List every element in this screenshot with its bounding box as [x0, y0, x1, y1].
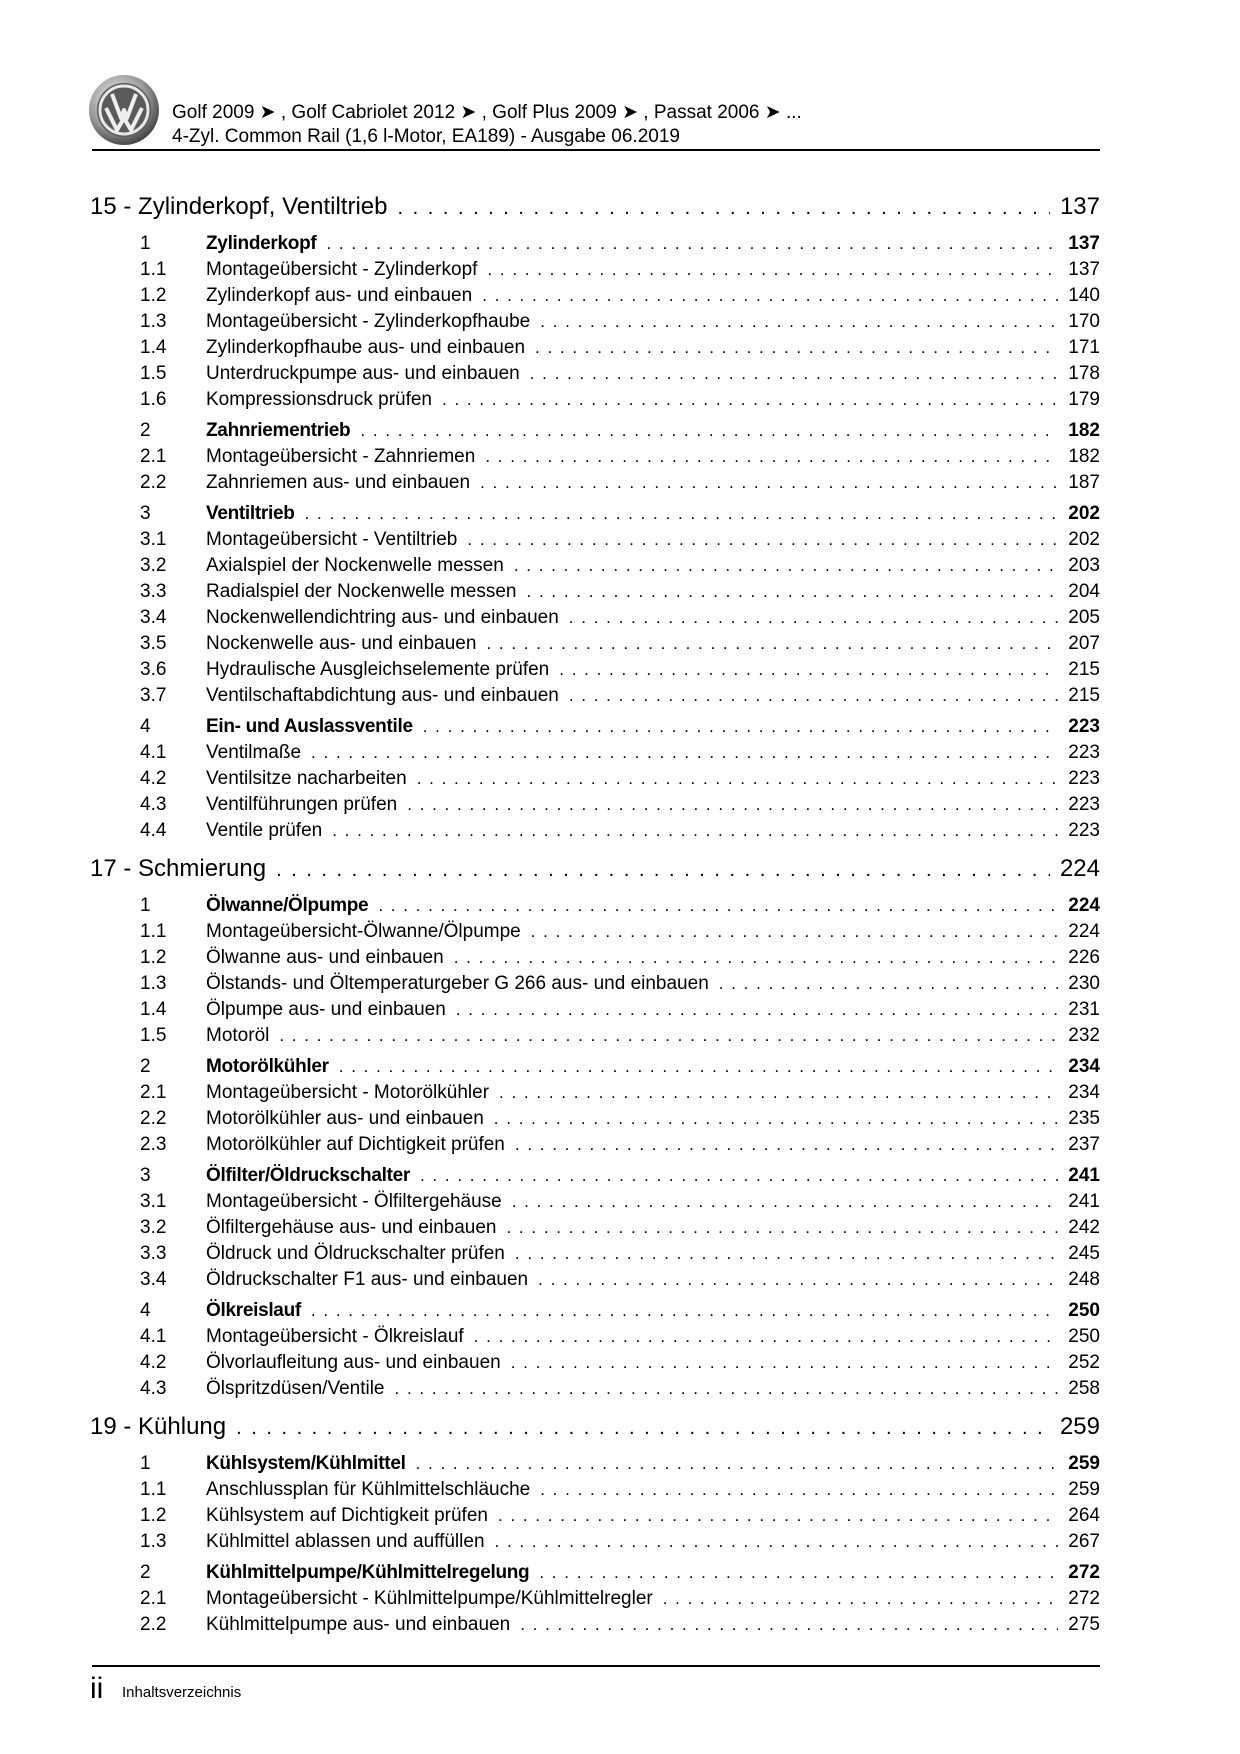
dot-leader	[456, 997, 1059, 1023]
toc-page-number: 258	[1068, 1378, 1100, 1399]
dot-leader	[236, 1409, 1050, 1447]
toc-page-number: 250	[1068, 1326, 1100, 1347]
toc-sub-entry[interactable]	[90, 971, 1100, 997]
toc-number: 1	[140, 895, 151, 916]
toc-page-number: 170	[1068, 311, 1100, 332]
toc-page-number: 250	[1068, 1300, 1100, 1321]
toc-number: 4.1	[140, 1326, 167, 1347]
dot-leader	[531, 919, 1059, 945]
toc-section-entry[interactable]	[90, 1298, 1100, 1324]
toc-sub-entry[interactable]	[90, 470, 1100, 496]
toc-number: 3	[140, 1165, 151, 1186]
toc-page-number: 178	[1068, 363, 1100, 384]
toc-number: 3.1	[140, 529, 167, 550]
toc-title: Motorölkühler aus- und einbauen	[206, 1108, 484, 1129]
toc-number: 3.6	[140, 659, 167, 680]
toc-section-entry[interactable]	[90, 501, 1100, 527]
toc-number: 3.5	[140, 633, 167, 654]
dot-leader	[417, 766, 1059, 792]
toc-title: Ölwanne aus- und einbauen	[206, 947, 444, 968]
toc-number: 2.2	[140, 1108, 167, 1129]
toc-number: 1.6	[140, 389, 167, 410]
toc-title: Montageübersicht - Ventiltrieb	[206, 529, 458, 550]
toc-number: 1.2	[140, 1505, 167, 1526]
toc-number: 4	[140, 716, 151, 737]
toc-number: 1.2	[140, 285, 167, 306]
toc-number: 2	[140, 1056, 151, 1077]
toc-title: Ventilmaße	[206, 742, 302, 763]
dot-leader	[520, 1612, 1058, 1638]
toc-number: 1.1	[140, 259, 167, 280]
header-vehicle-models: Golf 2009 ➤ , Golf Cabriolet 2012 ➤ , Golf Plus 2009 ➤ , Passat 2006 ➤ ...	[172, 102, 802, 123]
toc-number: 4.4	[140, 820, 167, 841]
toc-page-number: 226	[1068, 947, 1100, 968]
toc-number: 3.1	[140, 1191, 167, 1212]
toc-number: 3.2	[140, 555, 167, 576]
toc-number: 4.2	[140, 768, 167, 789]
toc-sub-entry[interactable]	[90, 1106, 1100, 1132]
toc-section-entry[interactable]	[90, 893, 1100, 919]
toc-sub-entry[interactable]	[90, 1241, 1100, 1267]
toc-title: Ventile prüfen	[206, 820, 323, 841]
toc-page-number: 205	[1068, 607, 1100, 628]
toc-page-number: 204	[1068, 581, 1100, 602]
toc-sub-entry[interactable]	[90, 257, 1100, 283]
toc-title: Montageübersicht - Ölfiltergehäuse	[206, 1191, 502, 1212]
dot-leader	[442, 387, 1058, 413]
toc-title: Zahnriemen aus- und einbauen	[206, 472, 471, 493]
dot-leader	[569, 683, 1058, 709]
dot-leader	[311, 1298, 1058, 1324]
dot-leader	[332, 818, 1058, 844]
toc-page-number: 171	[1068, 337, 1100, 358]
toc-number: 1.1	[140, 1479, 167, 1500]
toc-page-number: 224	[1068, 921, 1100, 942]
dot-leader	[538, 1267, 1058, 1293]
dot-leader	[512, 1189, 1059, 1215]
toc-title: Montageübersicht-Ölwanne/Ölpumpe	[206, 921, 521, 942]
toc-number: 1.5	[140, 363, 167, 384]
dot-leader	[339, 1054, 1059, 1080]
toc-page-number: 179	[1068, 389, 1100, 410]
toc-title: Ventilschaftabdichtung aus- und einbauen	[206, 685, 559, 706]
toc-title: Schmierung	[138, 855, 267, 882]
toc-number: 3.3	[140, 1243, 167, 1264]
toc-page-number: 137	[1068, 233, 1100, 254]
dot-leader	[482, 283, 1058, 309]
toc-number: 1	[140, 233, 151, 254]
toc-title: Motorölkühler auf Dichtigkeit prüfen	[206, 1134, 505, 1155]
toc-number: 1.4	[140, 999, 167, 1020]
toc-title: Montageübersicht - Motorölkühler	[206, 1082, 490, 1103]
toc-section-entry[interactable]	[90, 1560, 1100, 1586]
toc-number: 4.3	[140, 1378, 167, 1399]
toc-number: 3.4	[140, 607, 167, 628]
toc-title: Kompressionsdruck prüfen	[206, 389, 432, 410]
toc-sub-entry[interactable]	[90, 1477, 1100, 1503]
toc-title: Montageübersicht - Zylinderkopf	[206, 259, 478, 280]
toc-number: 3.4	[140, 1269, 167, 1290]
toc-title: Ölspritzdüsen/Ventile	[206, 1378, 385, 1399]
toc-page-number: 241	[1068, 1191, 1100, 1212]
dot-leader	[467, 527, 1058, 553]
dot-leader	[474, 1324, 1059, 1350]
toc-sub-entry[interactable]	[90, 1376, 1100, 1402]
toc-number: 2.2	[140, 472, 167, 493]
toc-title: Montageübersicht - Kühlmittelpumpe/Kühlmittelregler	[206, 1588, 653, 1609]
toc-number: 19 -	[90, 1413, 132, 1440]
toc-page-number: 137	[1068, 259, 1100, 280]
toc-title: Nockenwellendichtring aus- und einbauen	[206, 607, 559, 628]
toc-number: 4.2	[140, 1352, 167, 1373]
toc-sub-entry[interactable]	[90, 1503, 1100, 1529]
dot-leader	[398, 189, 1050, 227]
toc-page-number: 230	[1068, 973, 1100, 994]
toc-number: 1.3	[140, 1531, 167, 1552]
toc-page-number: 272	[1068, 1562, 1100, 1583]
dot-leader	[423, 714, 1059, 740]
toc-sub-entry[interactable]	[90, 657, 1100, 683]
toc-number: 17 -	[90, 855, 132, 882]
toc-page-number: 272	[1068, 1588, 1100, 1609]
toc-number: 3	[140, 503, 151, 524]
dot-leader	[499, 1080, 1058, 1106]
dot-leader	[378, 893, 1058, 919]
toc-title: Ölvorlaufleitung aus- und einbauen	[206, 1352, 501, 1373]
dot-leader	[454, 945, 1059, 971]
dot-leader	[495, 1529, 1059, 1555]
dot-leader	[539, 1560, 1058, 1586]
dot-leader	[395, 1376, 1059, 1402]
toc-title: Ölwanne/Ölpumpe	[206, 895, 369, 916]
toc-number: 4.1	[140, 742, 167, 763]
toc-page-number: 137	[1059, 193, 1100, 220]
toc-title: Radialspiel der Nockenwelle messen	[206, 581, 517, 602]
toc-sub-entry[interactable]	[90, 361, 1100, 387]
dot-leader	[487, 257, 1058, 283]
toc-sub-entry[interactable]	[90, 818, 1100, 844]
toc-section-entry[interactable]	[90, 1054, 1100, 1080]
toc-title: Montageübersicht - Zahnriemen	[206, 446, 476, 467]
toc-sub-entry[interactable]	[90, 444, 1100, 470]
toc-page-number: 223	[1068, 794, 1100, 815]
dot-leader	[514, 553, 1058, 579]
toc-sub-entry[interactable]	[90, 945, 1100, 971]
toc-sub-entry[interactable]	[90, 1215, 1100, 1241]
toc-sub-entry[interactable]	[90, 1023, 1100, 1049]
toc-sub-entry[interactable]	[90, 309, 1100, 335]
dot-leader	[569, 605, 1059, 631]
toc-chapter-entry[interactable]	[90, 188, 1100, 226]
header-rule	[92, 149, 1100, 151]
toc-title: Montageübersicht - Zylinderkopfhaube	[206, 311, 531, 332]
toc-page-number: 224	[1059, 855, 1100, 882]
toc-title: Ölpumpe aus- und einbauen	[206, 999, 446, 1020]
toc-title: Motoröl	[206, 1025, 270, 1046]
dot-leader	[486, 631, 1058, 657]
toc-title: Ölfilter/Öldruckschalter	[206, 1165, 410, 1186]
toc-number: 1.4	[140, 337, 167, 358]
toc-title: Öldruck und Öldruckschalter prüfen	[206, 1243, 505, 1264]
toc-page-number: 231	[1068, 999, 1100, 1020]
toc-title: Montageübersicht - Ölkreislauf	[206, 1326, 464, 1347]
toc-number: 2.2	[140, 1614, 167, 1635]
toc-sub-entry[interactable]	[90, 605, 1100, 631]
toc-title: Motorölkühler	[206, 1056, 329, 1077]
toc-title: Zylinderkopf	[206, 233, 317, 254]
dot-leader	[494, 1106, 1059, 1132]
toc-number: 2.3	[140, 1134, 167, 1155]
toc-page-number: 223	[1068, 742, 1100, 763]
toc-page-number: 235	[1068, 1108, 1100, 1129]
toc-page-number: 215	[1068, 659, 1100, 680]
toc-sub-entry[interactable]	[90, 740, 1100, 766]
toc-section-entry[interactable]	[90, 1163, 1100, 1189]
dot-leader	[305, 501, 1059, 527]
toc-number: 2.1	[140, 446, 167, 467]
toc-sub-entry[interactable]	[90, 387, 1100, 413]
toc-number: 1.3	[140, 311, 167, 332]
dot-leader	[535, 335, 1058, 361]
toc-number: 3.3	[140, 581, 167, 602]
dot-leader	[540, 1477, 1058, 1503]
dot-leader	[360, 418, 1058, 444]
toc-title: Zahnriementrieb	[206, 420, 351, 441]
toc-page-number: 223	[1068, 820, 1100, 841]
toc-title: Ein- und Auslassventile	[206, 716, 413, 737]
toc-page-number: 203	[1068, 555, 1100, 576]
toc-sub-entry[interactable]	[90, 335, 1100, 361]
toc-title: Axialspiel der Nockenwelle messen	[206, 555, 504, 576]
toc-sub-entry[interactable]	[90, 1324, 1100, 1350]
dot-leader	[719, 971, 1059, 997]
toc-number: 1	[140, 1453, 151, 1474]
toc-title: Zylinderkopf aus- und einbauen	[206, 285, 473, 306]
toc-sub-entry[interactable]	[90, 1529, 1100, 1555]
toc-chapter-title	[90, 850, 266, 888]
toc-page-number: 182	[1068, 446, 1100, 467]
toc-title: Zylinderkopf, Ventiltrieb	[138, 193, 388, 220]
toc-section-entry[interactable]	[90, 231, 1100, 257]
dot-leader	[506, 1215, 1058, 1241]
toc-sub-entry[interactable]	[90, 997, 1100, 1023]
toc-title: Kühlsystem auf Dichtigkeit prüfen	[206, 1505, 488, 1526]
toc-title: Ölkreislauf	[206, 1300, 301, 1321]
toc-number: 1.1	[140, 921, 167, 942]
toc-number: 2.1	[140, 1588, 167, 1609]
footer-rule	[92, 1665, 1100, 1667]
toc-page-number: 182	[1068, 420, 1100, 441]
toc-number: 1.2	[140, 947, 167, 968]
toc-title: Ölfiltergehäuse aus- und einbauen	[206, 1217, 497, 1238]
toc-page-number: 234	[1068, 1082, 1100, 1103]
toc-number: 1.5	[140, 1025, 167, 1046]
toc-page-number: 248	[1068, 1269, 1100, 1290]
toc-page-number: 215	[1068, 685, 1100, 706]
toc-page-number: 267	[1068, 1531, 1100, 1552]
toc-sub-entry[interactable]	[90, 1350, 1100, 1376]
toc-number: 2	[140, 420, 151, 441]
toc-sub-entry[interactable]	[90, 792, 1100, 818]
vw-logo-icon	[88, 74, 160, 146]
toc-page-number: 224	[1068, 895, 1100, 916]
toc-page-number: 223	[1068, 768, 1100, 789]
dot-leader	[326, 231, 1058, 257]
toc-number: 1.3	[140, 973, 167, 994]
dot-leader	[485, 444, 1058, 470]
dot-leader	[515, 1132, 1058, 1158]
dot-leader	[530, 361, 1059, 387]
toc-page-number: 275	[1068, 1614, 1100, 1635]
toc-sub-entry[interactable]	[90, 283, 1100, 309]
toc-section-entry[interactable]	[90, 418, 1100, 444]
toc-page-number: 264	[1068, 1505, 1100, 1526]
toc-sub-entry[interactable]	[90, 553, 1100, 579]
toc-number: 4	[140, 1300, 151, 1321]
toc-title: Hydraulische Ausgleichselemente prüfen	[206, 659, 550, 680]
toc-sub-entry[interactable]	[90, 1132, 1100, 1158]
dot-leader	[416, 1451, 1059, 1477]
dot-leader	[559, 657, 1058, 683]
toc-page-number: 140	[1068, 285, 1100, 306]
table-of-contents	[90, 188, 1100, 1638]
dot-leader	[540, 309, 1058, 335]
toc-page-number: 202	[1068, 529, 1100, 550]
dot-leader	[663, 1586, 1059, 1612]
dot-leader	[420, 1163, 1058, 1189]
toc-title: Nockenwelle aus- und einbauen	[206, 633, 477, 654]
dot-leader	[527, 579, 1059, 605]
toc-title: Zylinderkopfhaube aus- und einbauen	[206, 337, 526, 358]
dot-leader	[515, 1241, 1058, 1267]
dot-leader	[511, 1350, 1059, 1376]
toc-sub-entry[interactable]	[90, 766, 1100, 792]
toc-title: Ventiltrieb	[206, 503, 295, 524]
toc-page-number: 241	[1068, 1165, 1100, 1186]
toc-number: 4.3	[140, 794, 167, 815]
toc-number: 2.1	[140, 1082, 167, 1103]
toc-title: Kühlmittelpumpe aus- und einbauen	[206, 1614, 511, 1635]
toc-page-number: 232	[1068, 1025, 1100, 1046]
dot-leader	[480, 470, 1058, 496]
dot-leader	[276, 851, 1050, 889]
dot-leader	[279, 1023, 1058, 1049]
toc-page-number: 245	[1068, 1243, 1100, 1264]
toc-title: Ventilführungen prüfen	[206, 794, 398, 815]
toc-page-number: 207	[1068, 633, 1100, 654]
toc-title: Öldruckschalter F1 aus- und einbauen	[206, 1269, 529, 1290]
toc-sub-entry[interactable]	[90, 1267, 1100, 1293]
toc-page-number: 252	[1068, 1352, 1100, 1373]
toc-page-number: 234	[1068, 1056, 1100, 1077]
footer-label: Inhaltsverzeichnis	[122, 1684, 242, 1701]
toc-title: Kühlsystem/Kühlmittel	[206, 1453, 406, 1474]
toc-title: Ölstands- und Öltemperaturgeber G 266 aus- und einbauen	[206, 973, 709, 994]
toc-section-entry[interactable]	[90, 714, 1100, 740]
toc-page-number: 259	[1068, 1479, 1100, 1500]
header-engine-edition: 4-Zyl. Common Rail (1,6 l-Motor, EA189) - Ausgabe 06.2019	[172, 126, 680, 147]
toc-number: 3.7	[140, 685, 167, 706]
toc-sub-entry[interactable]	[90, 1189, 1100, 1215]
toc-chapter-entry[interactable]	[90, 1408, 1100, 1446]
toc-page-number: 259	[1059, 1413, 1100, 1440]
footer-page-number: ii	[90, 1672, 104, 1705]
toc-sub-entry[interactable]	[90, 527, 1100, 553]
toc-page-number: 242	[1068, 1217, 1100, 1238]
toc-number: 15 -	[90, 193, 132, 220]
dot-leader	[407, 792, 1058, 818]
toc-title: Kühlmittelpumpe/Kühlmittelregelung	[206, 1562, 530, 1583]
toc-page-number: 223	[1068, 716, 1100, 737]
toc-title: Unterdruckpumpe aus- und einbauen	[206, 363, 520, 384]
toc-sub-entry[interactable]	[90, 919, 1100, 945]
dot-leader	[498, 1503, 1058, 1529]
dot-leader	[311, 740, 1058, 766]
toc-chapter-title	[90, 188, 388, 226]
toc-sub-entry[interactable]	[90, 1080, 1100, 1106]
toc-sub-entry[interactable]	[90, 683, 1100, 709]
toc-sub-entry[interactable]	[90, 631, 1100, 657]
toc-sub-entry[interactable]	[90, 1586, 1100, 1612]
toc-section-entry[interactable]	[90, 1451, 1100, 1477]
toc-title: Anschlussplan für Kühlmittelschläuche	[206, 1479, 531, 1500]
toc-title: Kühlmittel ablassen und auffüllen	[206, 1531, 485, 1552]
toc-title: Kühlung	[138, 1413, 227, 1440]
toc-number: 2	[140, 1562, 151, 1583]
toc-title: Ventilsitze nacharbeiten	[206, 768, 407, 789]
toc-chapter-title	[90, 1408, 226, 1446]
toc-sub-entry[interactable]	[90, 1612, 1100, 1638]
toc-sub-entry[interactable]	[90, 579, 1100, 605]
toc-number: 3.2	[140, 1217, 167, 1238]
toc-page-number: 202	[1068, 503, 1100, 524]
toc-page-number: 187	[1068, 472, 1100, 493]
toc-chapter-entry[interactable]	[90, 850, 1100, 888]
toc-page-number: 237	[1068, 1134, 1100, 1155]
toc-page-number: 259	[1068, 1453, 1100, 1474]
